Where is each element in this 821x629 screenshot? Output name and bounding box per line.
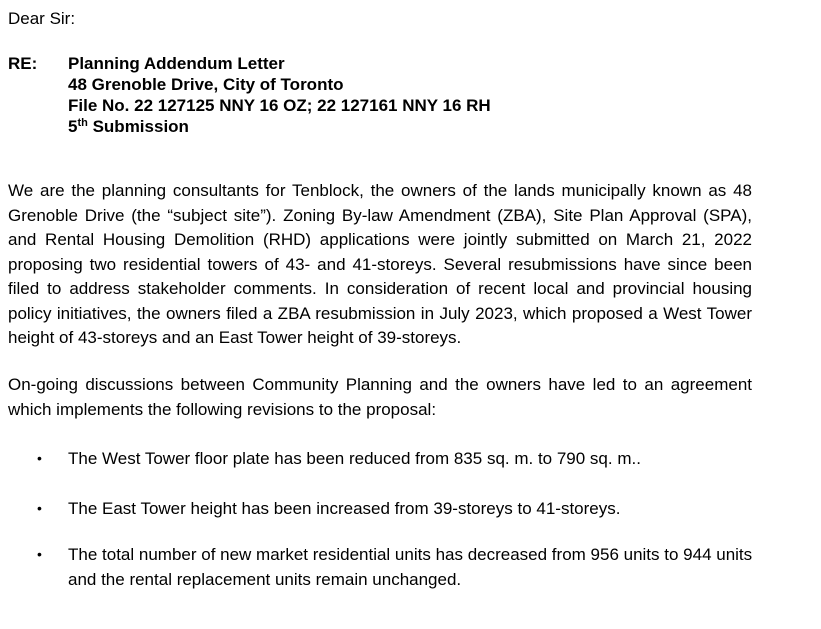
paragraph-revisions-intro: On-going discussions between Community Planning and the owners have led to an agreement which implements the following revisions to the proposal:: [8, 375, 752, 419]
re-address: 48 Grenoble Drive, City of Toronto: [68, 75, 344, 94]
paragraph-intro: We are the planning consultants for Tenblock, the owners of the lands municipally known as 48 Grenoble Drive (the “subject site”). Zoning By-law Amendment (ZBA), Site Plan Approval (SPA), and Rental Housing Demolition (RHD) applications were jointly submitted on March 21, 2022 proposing two residential towers of 43- and 41-storeys. Several resubmissions have since been filed to address stakeholder comments. In consideration of recent local and provincial housing policy initiatives, the owners filed a ZBA resubmission in July 2023, which proposed a West Tower height of 43-storeys and an East Tower height of 39-storeys.: [8, 181, 752, 347]
re-lines: [68, 53, 491, 137]
re-label: RE:: [8, 54, 38, 73]
re-submission-number: 5: [68, 117, 78, 136]
bullet-icon: •: [37, 500, 42, 516]
list-item-text: The total number of new market residential units has decreased from 956 units to 944 units and the rental replacement units remain unchanged.: [68, 545, 753, 589]
re-submission-text: Submission: [87, 117, 189, 136]
bullet-icon: •: [37, 546, 42, 562]
re-submission-ordinal: th: [77, 117, 88, 129]
re-subject: Planning Addendum Letter: [68, 54, 285, 73]
bullet-icon: •: [37, 450, 42, 466]
re-file-number: File No. 22 127125 NNY 16 OZ; 22 127161 NNY 16 RH: [68, 96, 491, 115]
list-item-text: The West Tower floor plate has been reduced from 835 sq. m. to 790 sq. m..: [68, 449, 641, 468]
salutation: Dear Sir:: [8, 9, 76, 28]
re-submission: [68, 116, 491, 137]
list-item-text: The East Tower height has been increased from 39-storeys to 41-storeys.: [68, 499, 621, 518]
letter-page: [8, 0, 813, 629]
